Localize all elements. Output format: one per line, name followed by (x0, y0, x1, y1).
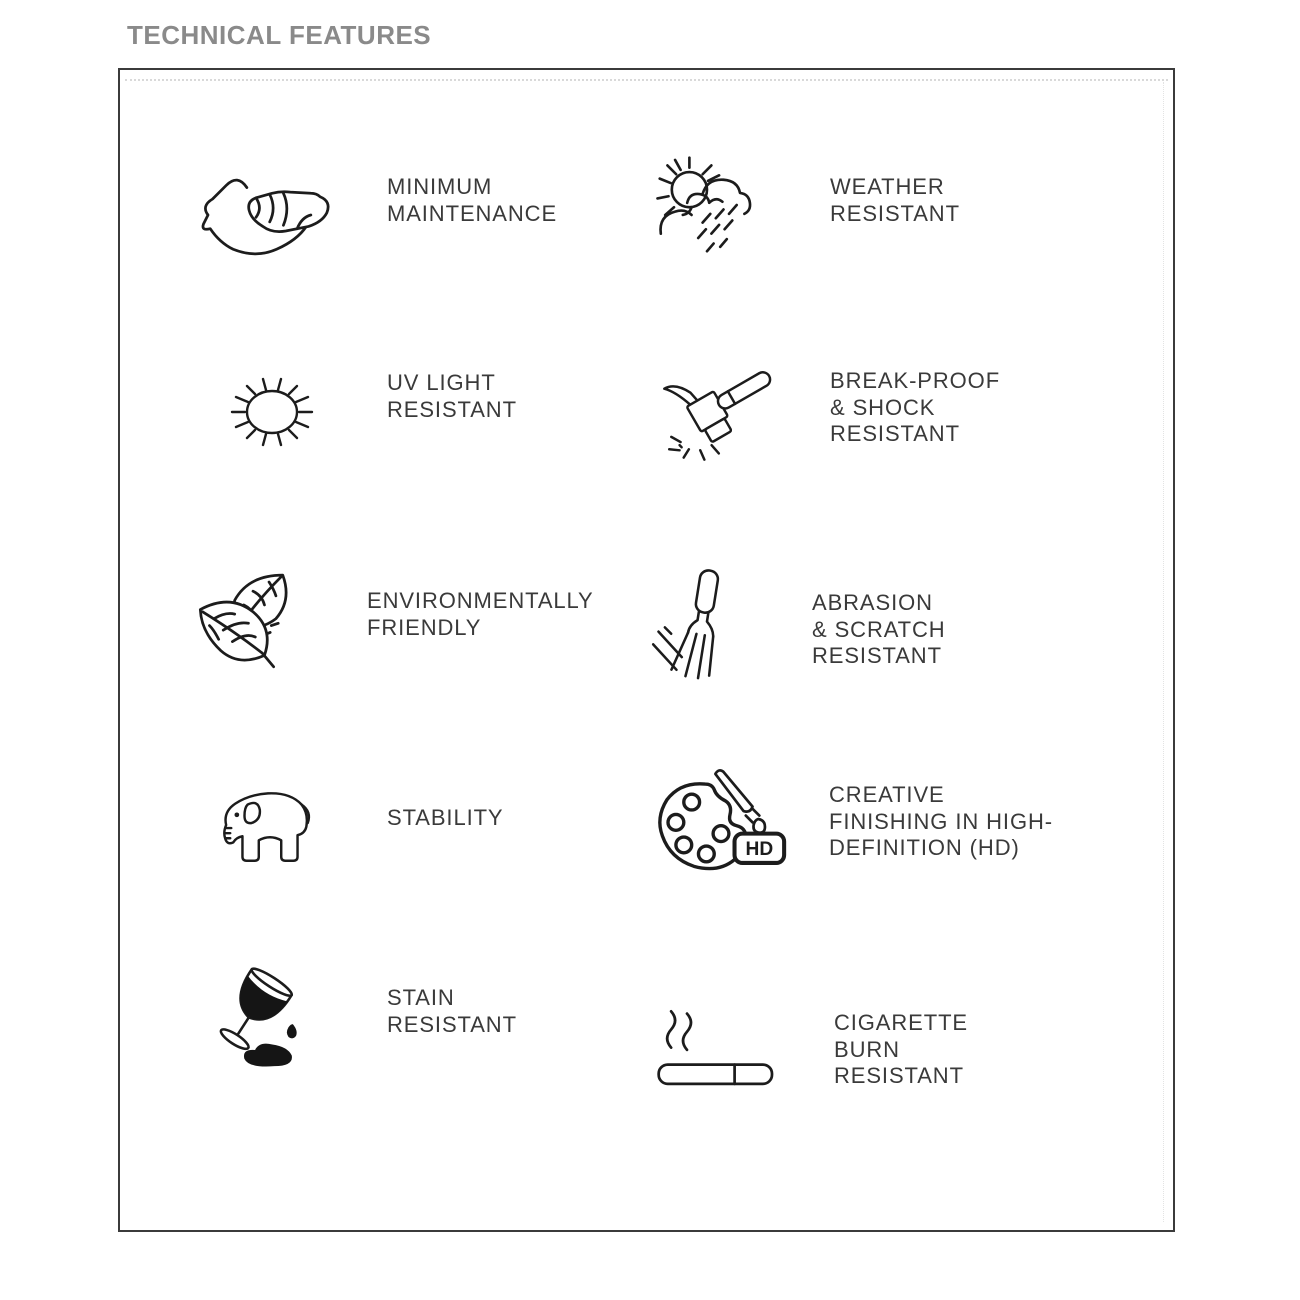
dotted-divider-right (1163, 82, 1164, 1222)
hand-cloth-icon (192, 156, 352, 274)
feature-label: STAIN RESISTANT (387, 985, 517, 1037)
technical-features-panel (118, 68, 1175, 1232)
feature-label: CIGARETTE BURN RESISTANT (834, 1010, 968, 1088)
feature-label: ENVIRONMENTALLY FRIENDLY (367, 588, 594, 640)
fork-scratch-icon (650, 564, 756, 694)
feature-label: STABILITY (387, 805, 504, 830)
feature-label: WEATHER RESISTANT (830, 174, 960, 226)
sun-cloud-rain-icon (652, 152, 784, 268)
feature-label: ABRASION & SCRATCH RESISTANT (812, 590, 946, 668)
cigarette-icon (650, 1000, 792, 1102)
feature-label: UV LIGHT RESISTANT (387, 370, 517, 422)
sun-icon (208, 362, 336, 462)
leaves-icon (182, 566, 324, 692)
elephant-icon (195, 773, 345, 875)
feature-label: BREAK-PROOF & SHOCK RESISTANT (830, 368, 1001, 446)
hd-badge: HD (745, 839, 774, 861)
paint-palette-icon (640, 766, 802, 890)
dotted-divider (125, 79, 1168, 81)
feature-label: CREATIVE FINISHING IN HIGH- DEFINITION (HD) (829, 782, 1053, 860)
feature-label: MINIMUM MAINTENANCE (387, 174, 558, 226)
page-title: TECHNICAL FEATURES (127, 20, 432, 50)
wine-glass-icon (185, 968, 337, 1092)
hammer-icon (645, 348, 803, 472)
